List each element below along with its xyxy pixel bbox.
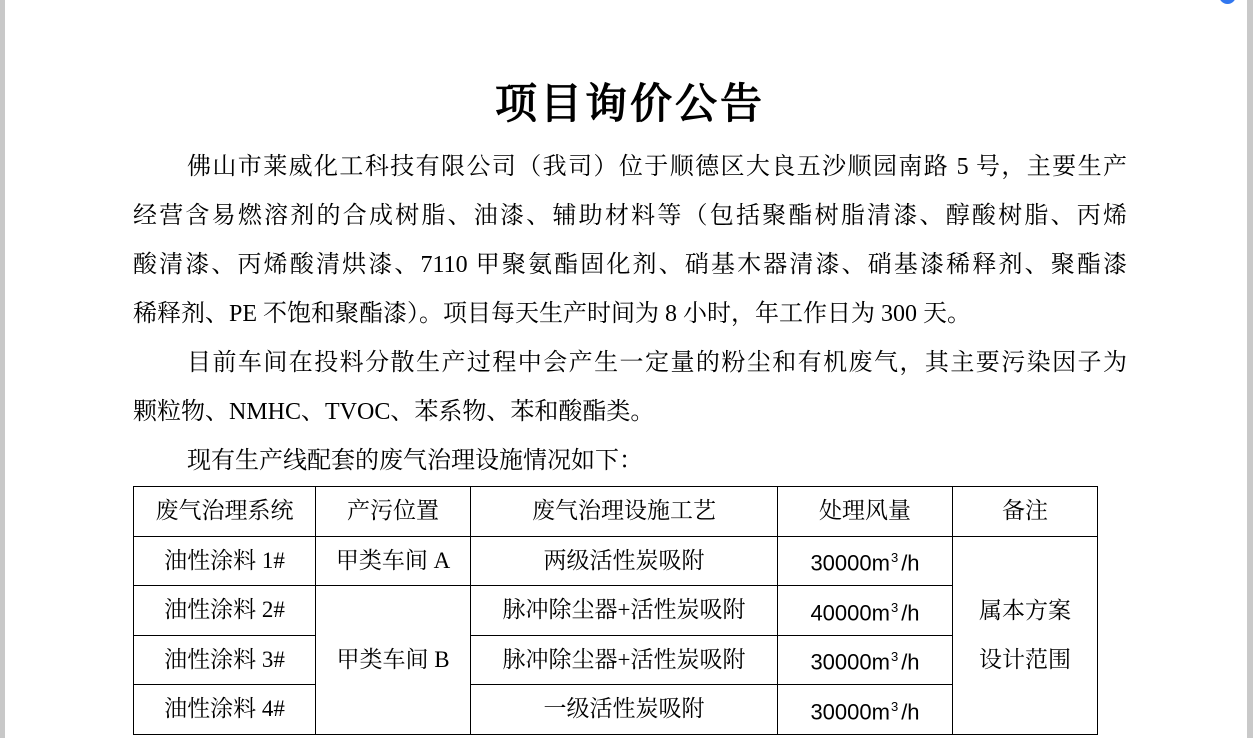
airflow-exponent: 3 bbox=[890, 649, 899, 665]
cell-airflow-1 bbox=[778, 536, 953, 586]
cell-location-a: 甲类车间 A bbox=[316, 536, 471, 586]
paragraph-1-line-1: 佛山市莱威化工科技有限公司（我司）位于顺德区大良五沙顺园南路 5 号，主要生产 bbox=[187, 154, 1127, 180]
cell-process-2: 脉冲除尘器+活性炭吸附 bbox=[471, 586, 778, 636]
airflow-exponent: 3 bbox=[890, 599, 899, 615]
header-remark: 备注 bbox=[953, 487, 1098, 537]
page-edge-left bbox=[0, 0, 5, 738]
table-header-row bbox=[134, 487, 1098, 537]
airflow-value: 30000m bbox=[810, 649, 890, 675]
airflow-value: 30000m bbox=[810, 698, 890, 724]
cell-system-2: 油性涂料 2# bbox=[134, 586, 316, 636]
header-process: 废气治理设施工艺 bbox=[471, 487, 778, 537]
header-airflow: 处理风量 bbox=[778, 487, 953, 537]
cell-airflow-3 bbox=[778, 635, 953, 685]
airflow-value: 30000m bbox=[810, 550, 890, 576]
paragraph-1-line-4: 稀释剂、PE 不饱和聚酯漆）。项目每天生产时间为 8 小时，年工作日为 300 天。 bbox=[133, 301, 972, 327]
cell-system-4: 油性涂料 4# bbox=[134, 685, 316, 735]
cell-process-4: 一级活性炭吸附 bbox=[471, 685, 778, 735]
document-content bbox=[133, 0, 1127, 735]
airflow-unit: /h bbox=[901, 698, 920, 724]
remark-line-2: 设计范围 bbox=[979, 647, 1071, 672]
waste-gas-treatment-table bbox=[133, 486, 1098, 735]
cell-airflow-4 bbox=[778, 685, 953, 735]
cell-system-1: 油性涂料 1# bbox=[134, 536, 316, 586]
paragraph-3: 现有生产线配套的废气治理设施情况如下： bbox=[187, 448, 643, 474]
header-location: 产污位置 bbox=[316, 487, 471, 537]
airflow-value: 40000m bbox=[810, 599, 890, 625]
cell-location-b-merged: 甲类车间 B bbox=[316, 586, 471, 735]
paragraph-2-line-1: 目前车间在投料分散生产过程中会产生一定量的粉尘和有机废气，其主要污染因子为 bbox=[187, 350, 1127, 376]
cell-process-1: 两级活性炭吸附 bbox=[471, 536, 778, 586]
document-title: 项目询价公告 bbox=[494, 82, 765, 128]
remark-line-1: 属本方案 bbox=[979, 598, 1071, 623]
scrollbar[interactable] bbox=[1247, 0, 1253, 738]
header-system: 废气治理系统 bbox=[134, 487, 316, 537]
paragraph-1-line-3: 酸清漆、丙烯酸清烘漆、7110 甲聚氨酯固化剂、硝基木器清漆、硝基漆稀释剂、聚酯漆 bbox=[133, 252, 1127, 278]
airflow-unit: /h bbox=[901, 550, 920, 576]
document-body bbox=[133, 143, 1127, 735]
cell-airflow-2 bbox=[778, 586, 953, 636]
cell-process-3: 脉冲除尘器+活性炭吸附 bbox=[471, 635, 778, 685]
airflow-exponent: 3 bbox=[890, 698, 899, 714]
airflow-unit: /h bbox=[901, 649, 920, 675]
floating-action-button[interactable] bbox=[1219, 0, 1236, 4]
airflow-unit: /h bbox=[901, 599, 920, 625]
cell-system-3: 油性涂料 3# bbox=[134, 635, 316, 685]
table-row bbox=[134, 536, 1098, 586]
cell-remark-merged bbox=[953, 536, 1098, 734]
paragraph-1-line-2: 经营含易燃溶剂的合成树脂、油漆、辅助材料等（包括聚酯树脂清漆、醇酸树脂、丙烯 bbox=[133, 203, 1127, 229]
paragraph-2-line-2: 颗粒物、NMHC、TVOC、苯系物、苯和酸酯类。 bbox=[133, 399, 655, 425]
airflow-exponent: 3 bbox=[890, 550, 899, 566]
